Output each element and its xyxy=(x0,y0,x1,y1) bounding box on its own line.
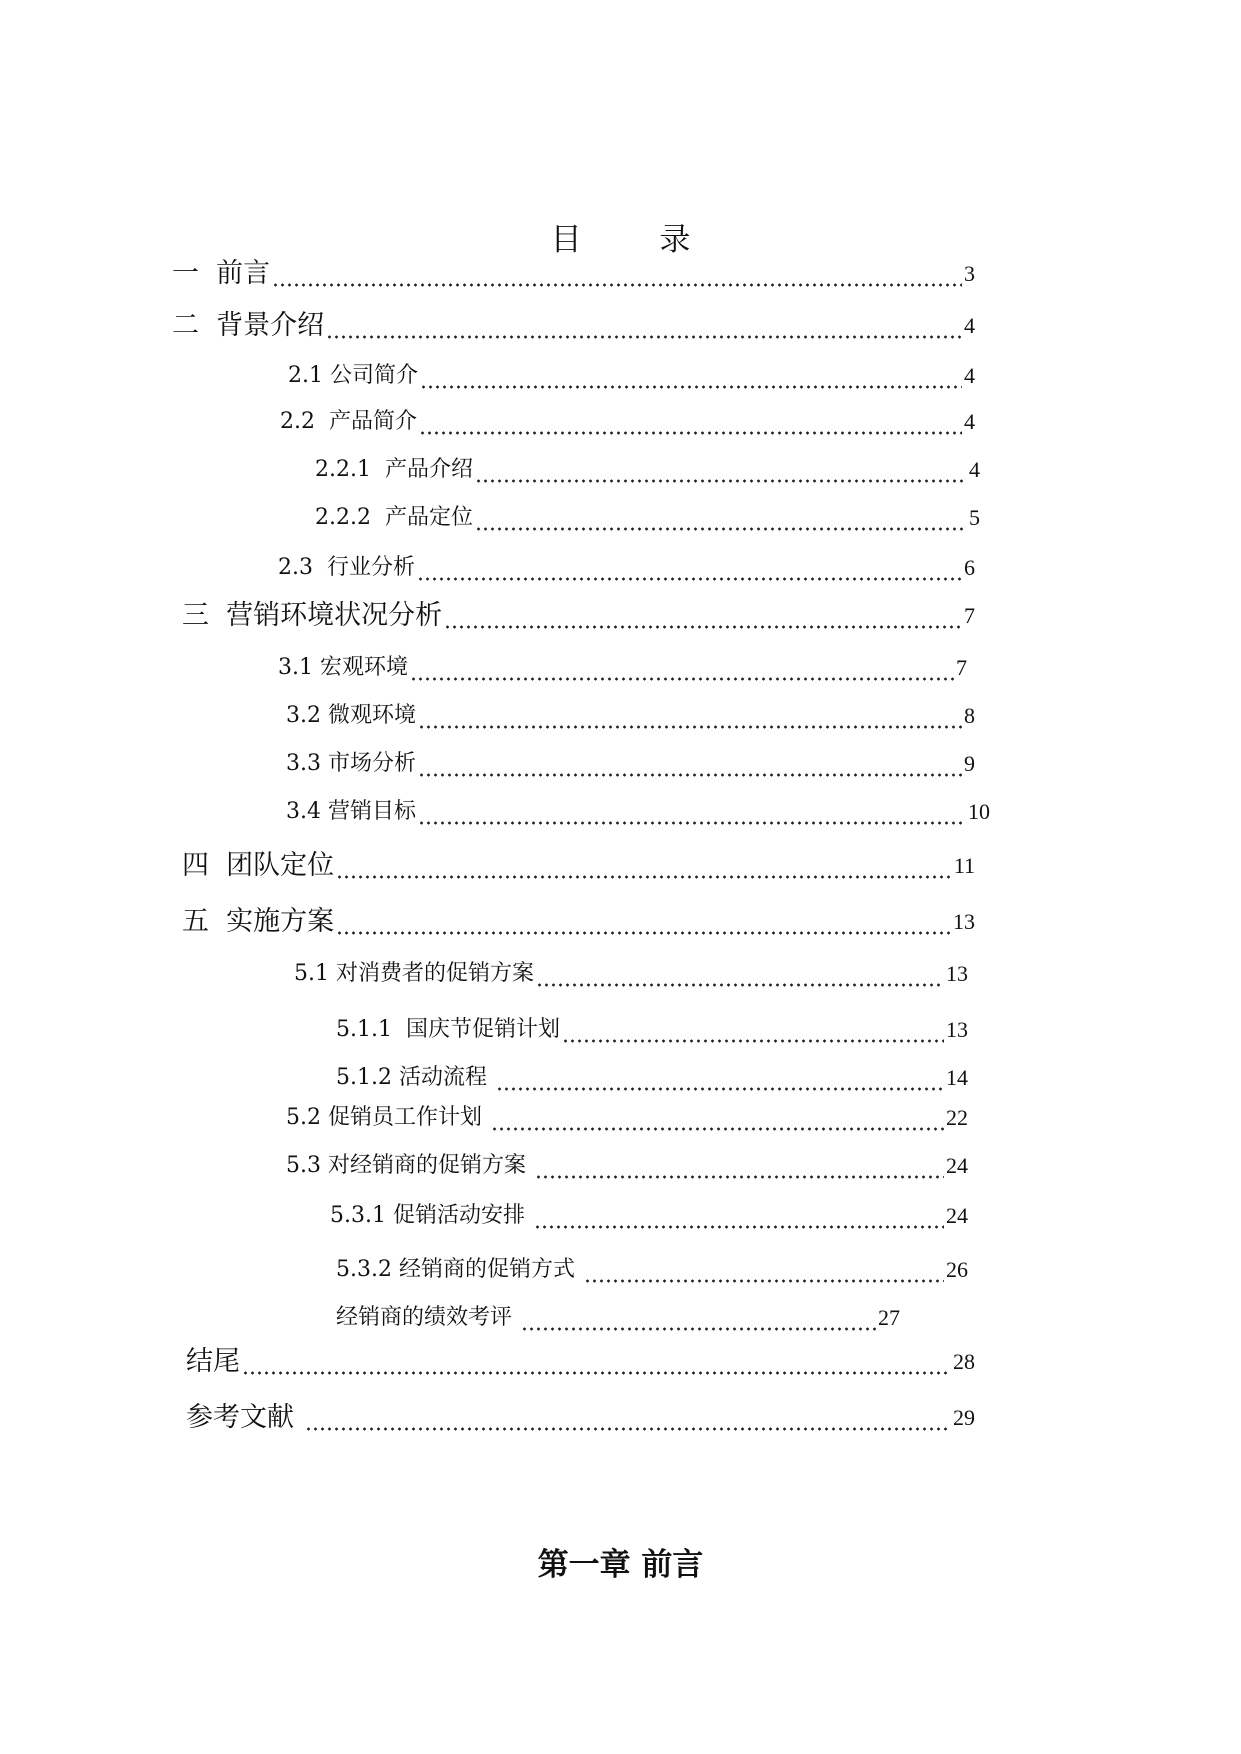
toc-leader-dots xyxy=(475,479,967,483)
toc-leader-dots xyxy=(535,1175,944,1179)
toc-leader-dots xyxy=(336,931,951,935)
toc-entry-label: 5.1.1 国庆节促销计划 xyxy=(336,1017,560,1042)
toc-entry-page-number: 27 xyxy=(878,1305,900,1330)
toc-entry-page-number: 6 xyxy=(964,555,975,580)
toc-entry[interactable] xyxy=(172,306,975,346)
toc-entry-label: 一 前言 xyxy=(172,258,271,289)
toc-entry[interactable] xyxy=(182,902,975,942)
toc-entry[interactable] xyxy=(278,548,975,588)
toc-entry-page-number: 13 xyxy=(946,1017,968,1042)
toc-entry-label: 5.3.2 经销商的促销方式 xyxy=(336,1257,582,1282)
toc-entry-label: 四 团队定位 xyxy=(182,850,335,881)
toc-leader-dots xyxy=(562,1039,944,1043)
toc-entry[interactable] xyxy=(288,356,975,396)
toc-entry[interactable] xyxy=(286,744,975,784)
toc-entry-label: 3.1 宏观环境 xyxy=(278,655,408,680)
toc-entry[interactable] xyxy=(186,1342,975,1382)
toc-entry-label: 二 背景介绍 xyxy=(172,310,325,341)
toc-entry-label: 2.1 公司简介 xyxy=(288,363,418,388)
toc-entry-page-number: 11 xyxy=(953,853,975,878)
toc-leader-dots xyxy=(491,1127,944,1131)
toc-entry-page-number: 28 xyxy=(953,1349,975,1374)
toc-entry-page-number: 7 xyxy=(964,603,975,628)
toc-entry-page-number: 24 xyxy=(946,1153,968,1178)
toc-entry-label: 5.3.1 促销活动安排 xyxy=(330,1203,532,1228)
toc-entry-page-number: 14 xyxy=(946,1065,968,1090)
toc-entry-label: 2.3 行业分析 xyxy=(278,555,415,580)
toc-entry[interactable] xyxy=(286,696,975,736)
toc-leader-dots xyxy=(336,875,952,879)
toc-entry[interactable] xyxy=(182,846,975,886)
toc-entry[interactable] xyxy=(336,1010,968,1050)
toc-leader-dots xyxy=(418,725,962,729)
toc-entry-label: 5.1 对消费者的促销方案 xyxy=(294,961,534,986)
toc-leader-dots xyxy=(418,821,966,825)
toc-entry-label: 五 实施方案 xyxy=(182,906,335,937)
toc-entry-page-number: 5 xyxy=(969,505,980,530)
toc-entry-page-number: 13 xyxy=(946,961,968,986)
toc-leader-dots xyxy=(419,431,962,435)
toc-leader-dots xyxy=(272,283,962,287)
toc-entry-label: 结尾 xyxy=(186,1346,240,1377)
toc-leader-dots xyxy=(521,1327,876,1331)
toc-entry[interactable] xyxy=(315,450,980,490)
toc-entry-page-number: 4 xyxy=(964,313,975,338)
toc-entry-label: 3.3 市场分析 xyxy=(286,751,416,776)
toc-leader-dots xyxy=(444,625,962,629)
toc-entry-label: 3.4 营销目标 xyxy=(286,799,416,824)
toc-entry-label: 5.2 促销员工作计划 xyxy=(286,1105,489,1130)
toc-entry-page-number: 4 xyxy=(969,457,980,482)
toc-entry[interactable] xyxy=(280,402,975,442)
toc-leader-dots xyxy=(305,1427,951,1431)
toc-leader-dots xyxy=(418,773,962,777)
chapter-title: 第一章 前言 xyxy=(537,1547,704,1583)
toc-leader-dots xyxy=(420,385,962,389)
toc-entry-label: 5.3 对经销商的促销方案 xyxy=(286,1153,533,1178)
toc-entry[interactable] xyxy=(172,254,975,294)
toc-leader-dots xyxy=(475,527,967,531)
toc-entry-page-number: 26 xyxy=(946,1257,968,1282)
toc-entry-label: 参考文献 xyxy=(186,1402,303,1433)
toc-entry-page-number: 10 xyxy=(968,799,990,824)
toc-entry[interactable] xyxy=(286,1098,968,1138)
toc-entry-page-number: 24 xyxy=(946,1203,968,1228)
toc-entry-page-number: 4 xyxy=(964,409,975,434)
toc-entry-label: 经销商的绩效考评 xyxy=(336,1305,519,1330)
toc-entry-label: 2.2.2 产品定位 xyxy=(315,505,473,530)
toc-leader-dots xyxy=(584,1279,944,1283)
toc-entry[interactable] xyxy=(315,498,980,538)
toc-entry-label: 2.2.1 产品介绍 xyxy=(315,457,473,482)
toc-entry[interactable] xyxy=(186,1398,975,1438)
toc-entry[interactable] xyxy=(286,792,990,832)
toc-entry-page-number: 8 xyxy=(964,703,975,728)
toc-leader-dots xyxy=(534,1225,944,1229)
toc-entry-page-number: 22 xyxy=(946,1105,968,1130)
toc-entry-page-number: 3 xyxy=(964,261,975,286)
toc-entry-page-number: 13 xyxy=(953,909,975,934)
toc-entry[interactable] xyxy=(336,1058,968,1098)
toc-entry[interactable] xyxy=(336,1250,968,1290)
toc-entry[interactable] xyxy=(182,596,975,636)
toc-entry[interactable] xyxy=(330,1196,968,1236)
toc-entry-label: 5.1.2 活动流程 xyxy=(336,1065,494,1090)
toc-entry[interactable] xyxy=(286,1146,968,1186)
toc-entry-label: 3.2 微观环境 xyxy=(286,703,416,728)
toc-leader-dots xyxy=(242,1371,951,1375)
toc-entry-label: 三 营销环境状况分析 xyxy=(182,600,443,631)
toc-entry[interactable] xyxy=(278,648,967,688)
toc-entry[interactable] xyxy=(294,954,968,994)
toc-leader-dots xyxy=(410,677,954,681)
toc-entry-page-number: 4 xyxy=(964,363,975,388)
toc-entry-page-number: 7 xyxy=(956,655,967,680)
toc-leader-dots xyxy=(417,577,962,581)
toc-leader-dots xyxy=(326,335,962,339)
toc-entry[interactable] xyxy=(336,1298,900,1338)
toc-entry-page-number: 29 xyxy=(953,1405,975,1430)
toc-title: 目 录 xyxy=(550,222,725,258)
toc-entry-page-number: 9 xyxy=(964,751,975,776)
toc-leader-dots xyxy=(536,983,944,987)
toc-leader-dots xyxy=(496,1087,944,1091)
toc-entry-label: 2.2 产品简介 xyxy=(280,409,417,434)
